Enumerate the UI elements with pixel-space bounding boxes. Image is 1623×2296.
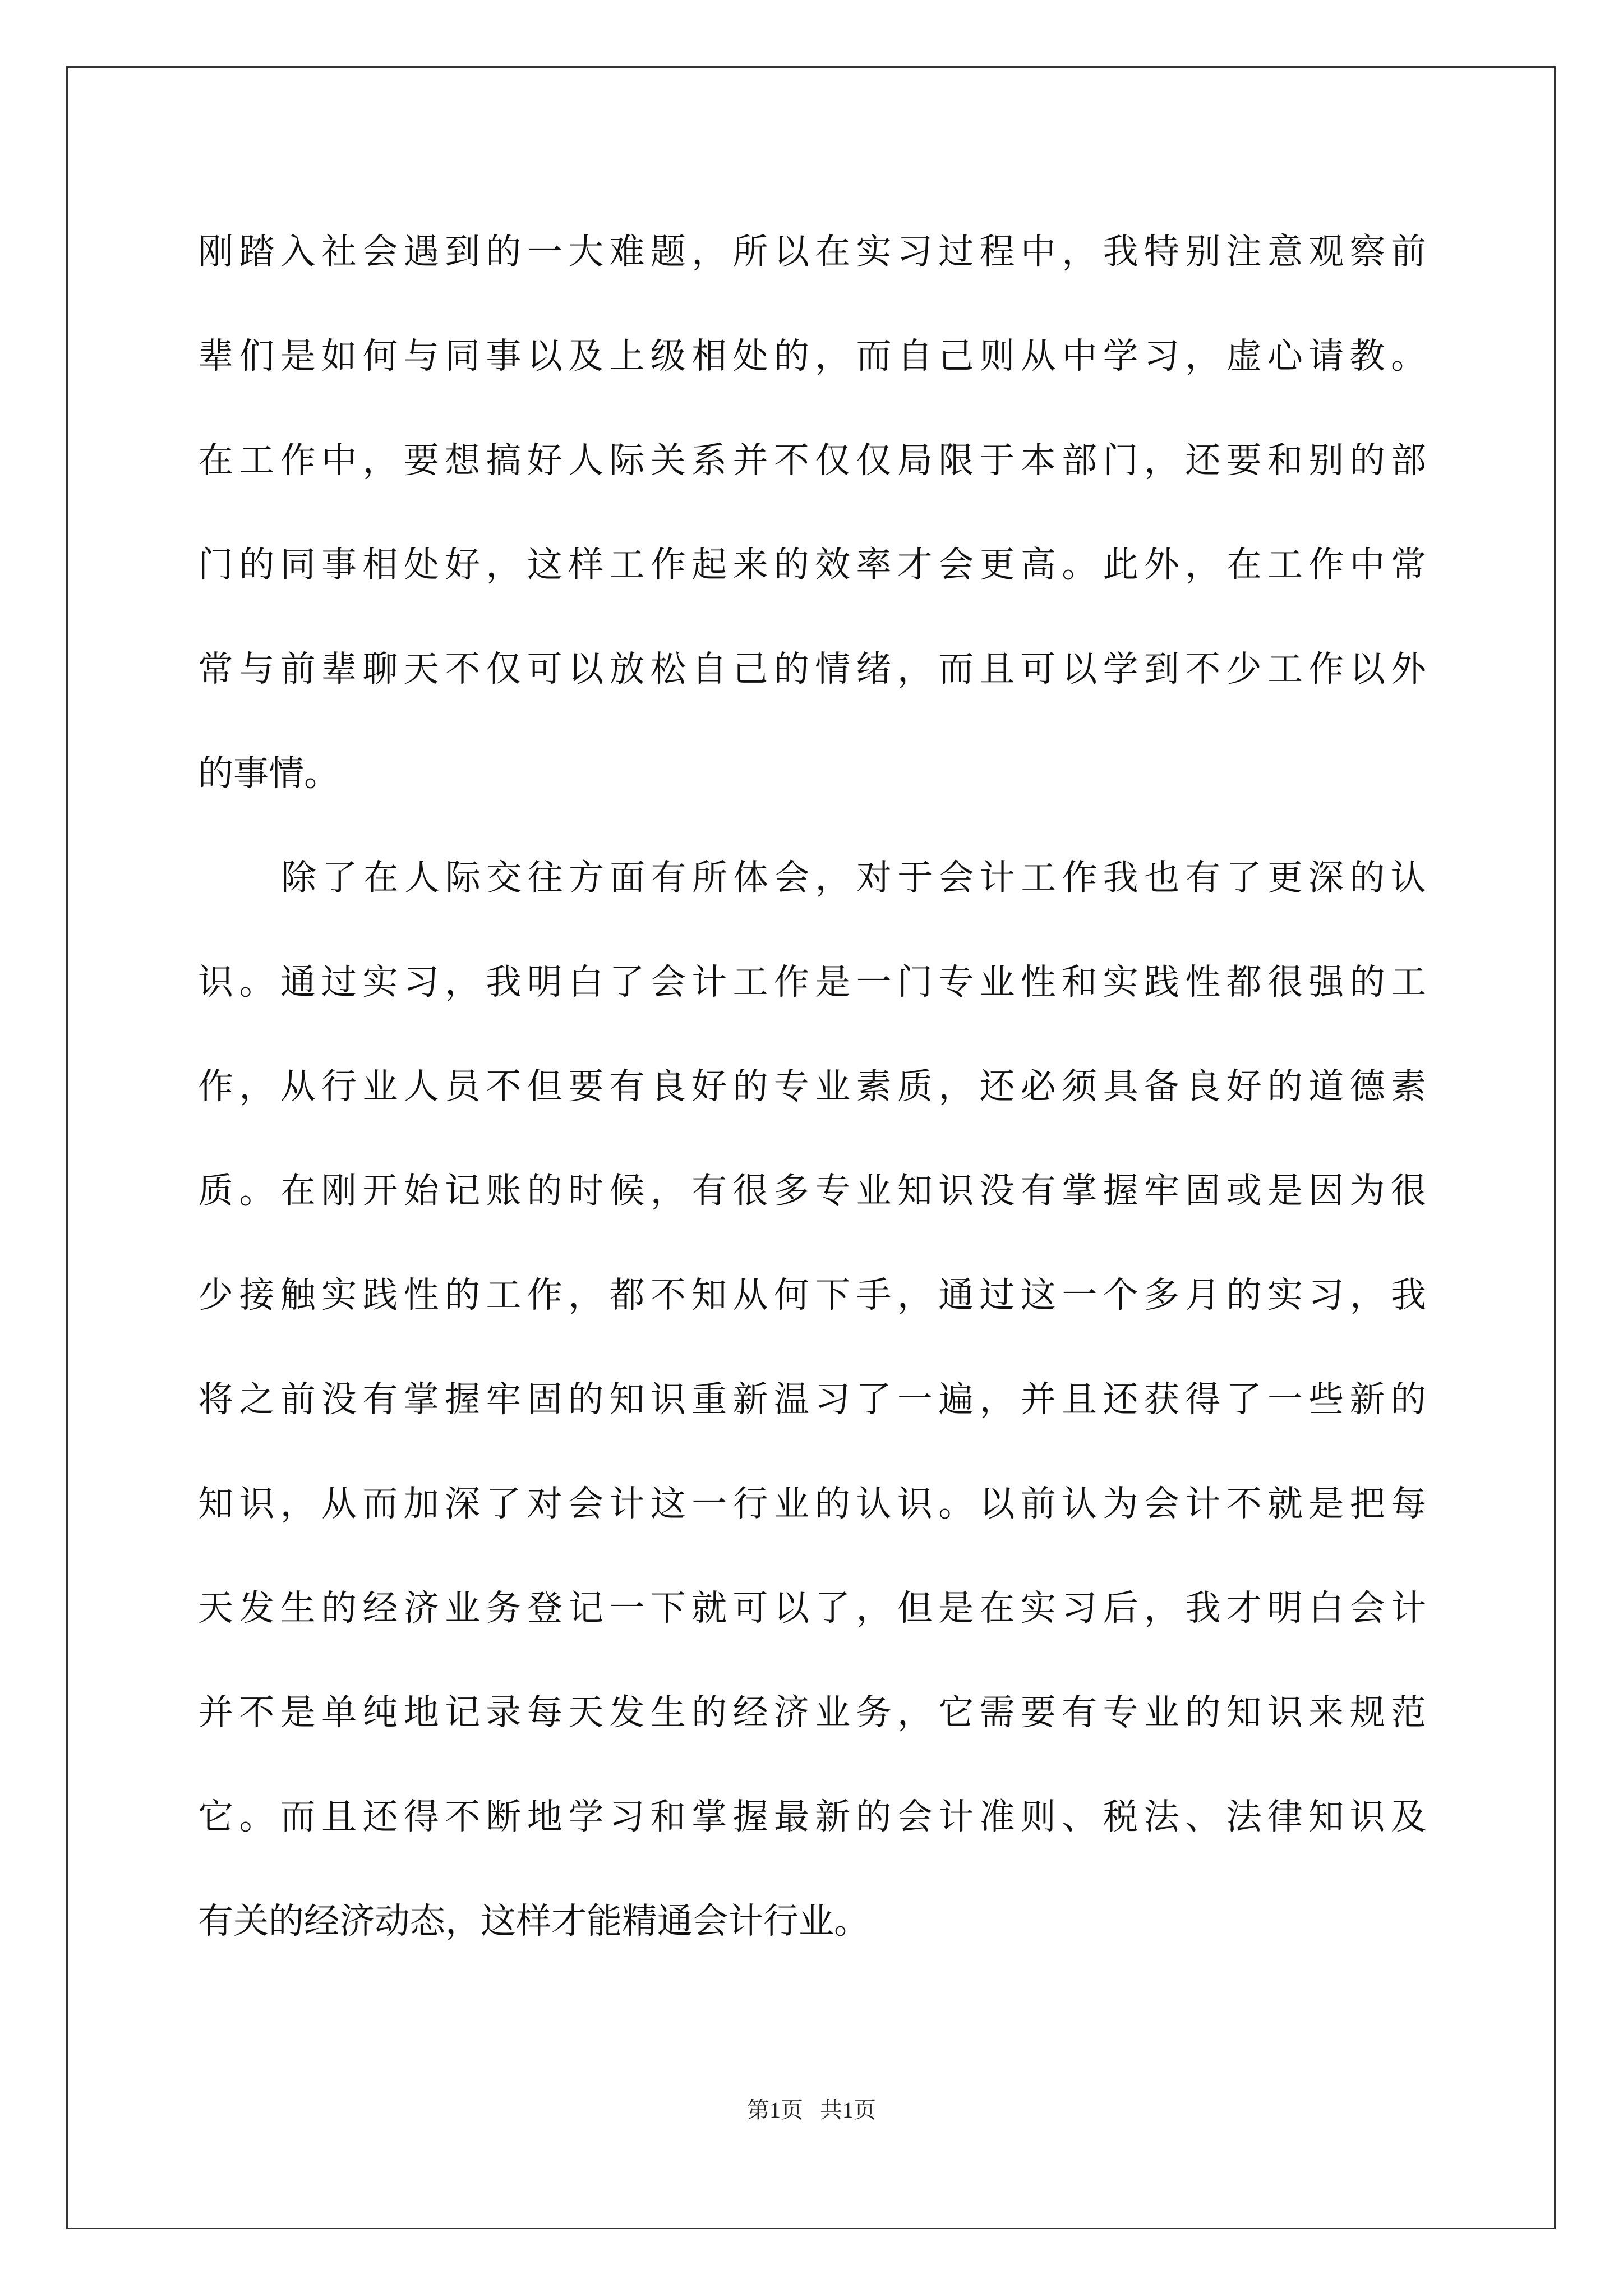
text-line: 常 与 前 辈 聊 天 不 仅 可 以 放 松 自 己 的 情 绪 ， 而 且 可 以 学 到 不 少 工 作 以 外 — [198, 648, 1426, 689]
text-line: 的事情。 — [198, 753, 339, 794]
text-line: 在 工 作 中 ， 要 想 搞 好 人 际 关 系 并 不 仅 仅 局 限 于 本 部 门 ， 还 要 和 别 的 部 — [198, 440, 1426, 481]
document-body — [198, 222, 1426, 1995]
text-line: 门 的 同 事 相 处 好 ， 这 样 工 作 起 来 的 效 率 才 会 更 高 。 此 外 ， 在 工 作 中 常 — [198, 544, 1426, 585]
text-line: 识 。 通 过 实 习 ， 我 明 白 了 会 计 工 作 是 一 门 专 业 性 和 实 践 性 都 很 强 的 工 — [198, 961, 1426, 1002]
text-line: 天 发 生 的 经 济 业 务 登 记 一 下 就 可 以 了 ， 但 是 在 实 习 后 ， 我 才 明 白 会 计 — [198, 1588, 1426, 1628]
paragraph-first-line: 除 了 在 人 际 交 往 方 面 有 所 体 会 ， 对 于 会 计 工 作 我 也 有 了 更 深 的 认 — [281, 857, 1426, 898]
text-line: 知 识 ， 从 而 加 深 了 对 会 计 这 一 行 业 的 认 识 。 以 前 认 为 会 计 不 就 是 把 每 — [198, 1483, 1426, 1524]
text-line: 少 接 触 实 践 性 的 工 作 ， 都 不 知 从 何 下 手 ， 通 过 这 一 个 多 月 的 实 习 ， 我 — [198, 1274, 1426, 1315]
page-number-footer: 第1页 共1页 — [747, 2097, 876, 2123]
text-line: 刚 踏 入 社 会 遇 到 的 一 大 难 题 ， 所 以 在 实 习 过 程 中 ， 我 特 别 注 意 观 察 前 — [198, 231, 1426, 272]
text-line: 它 。 而 且 还 得 不 断 地 学 习 和 掌 握 最 新 的 会 计 准 则 、 税 法 、 法 律 知 识 及 — [198, 1796, 1426, 1837]
text-line: 有关的经济动态，这样才能精通会计行业。 — [198, 1901, 869, 1941]
text-line: 并 不 是 单 纯 地 记 录 每 天 发 生 的 经 济 业 务 ， 它 需 要 有 专 业 的 知 识 来 规 范 — [198, 1692, 1426, 1733]
text-line: 质 。 在 刚 开 始 记 账 的 时 候 ， 有 很 多 专 业 知 识 没 有 掌 握 牢 固 或 是 因 为 很 — [198, 1170, 1426, 1211]
text-line: 作 ， 从 行 业 人 员 不 但 要 有 良 好 的 专 业 素 质 ， 还 必 须 具 备 良 好 的 道 德 素 — [198, 1066, 1426, 1107]
text-line: 将 之 前 没 有 掌 握 牢 固 的 知 识 重 新 温 习 了 一 遍 ， 并 且 还 获 得 了 一 些 新 的 — [198, 1379, 1426, 1420]
text-line: 辈 们 是 如 何 与 同 事 以 及 上 级 相 处 的 ， 而 自 己 则 从 中 学 习 ， 虚 心 请 教 。 — [198, 335, 1426, 376]
